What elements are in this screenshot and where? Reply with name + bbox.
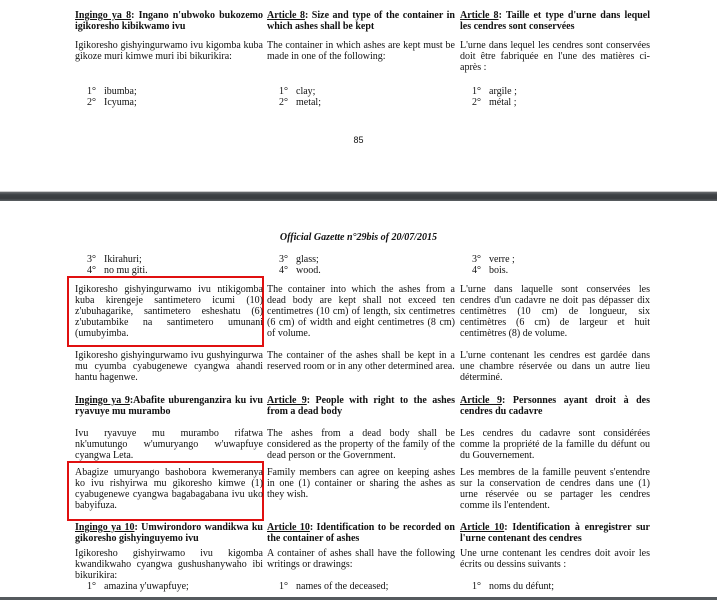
para-family-en: Family members can agree on keeping ashes in one (1) container or sharing the ashes as they wish. xyxy=(267,467,455,500)
list-num: 2° xyxy=(87,97,96,108)
list-item xyxy=(267,97,455,108)
list-text: names of the deceased; xyxy=(296,581,389,592)
list-item xyxy=(460,265,650,276)
article-8-list-en xyxy=(267,86,455,108)
list-text: métal ; xyxy=(489,97,517,108)
list-cont-en xyxy=(267,254,455,276)
para-family-fr: Les membres de la famille peuvent s'entendre sur la conservation de cendres dans une (1) urne réservée ou se partager les cendres comme ils l'entendent. xyxy=(460,467,650,511)
list-text: glass; xyxy=(296,254,319,265)
article-title: : Taille et type d'urne dans lequel les cendres sont conservées xyxy=(460,10,650,32)
list-text: metal; xyxy=(296,97,321,108)
para-room-rw: Igikoresho gishyingurwamo ivu gushyingurwa mu cyumba cyabugenewe cyangwa ahandi hantu hagenwe. xyxy=(75,350,263,383)
article-label: Article 10 xyxy=(460,522,505,533)
list-num: 1° xyxy=(279,86,288,97)
para-room-en: The container of the ashes shall be kept in a reserved room or in any other determined area. xyxy=(267,350,455,372)
article-title: : Personnes ayant droit à des cendres du cadavre xyxy=(460,395,650,417)
article-title: : Identification à enregistrer sur l'urne contenant des cendres xyxy=(460,522,650,544)
list-text: wood. xyxy=(296,265,321,276)
para-room-fr: L'urne contenant les cendres est gardée dans une chambre réservée ou dans un autre lieu déterminé. xyxy=(460,350,650,383)
list-num: 2° xyxy=(472,97,481,108)
list-num: 1° xyxy=(472,581,481,592)
article-8-heading-en xyxy=(267,10,455,32)
list-text: clay; xyxy=(296,86,316,97)
list-num: 2° xyxy=(279,97,288,108)
list-item xyxy=(75,581,263,592)
list-item xyxy=(267,581,455,592)
list-cont-rw xyxy=(75,254,263,276)
list-text: Icyuma; xyxy=(104,97,137,108)
list-text: ibumba; xyxy=(104,86,137,97)
article-10-text-fr xyxy=(460,548,650,592)
article-label: Article 8 xyxy=(267,10,305,21)
para-property-rw: Ivu ryavuye mu murambo rifatwa nk'umutungo w'umuryango w'uwapfuye cyangwa Leta. xyxy=(75,428,263,461)
article-10-heading-fr xyxy=(460,522,650,544)
para-family-rw: Abagize umuryango bashobora kwemeranya ko ivu rishyirwa mu gikoresho kimwe (1) cyabugenewe cyangwa bagabagabana ivu uko babyifuza. xyxy=(75,467,263,511)
article-10-heading-en xyxy=(267,522,455,544)
list-text: verre ; xyxy=(489,254,515,265)
article-text: A container of ashes shall have the following writings or drawings: xyxy=(267,548,455,570)
list-text: noms du défunt; xyxy=(489,581,554,592)
list-num: 1° xyxy=(87,86,96,97)
list-num: 3° xyxy=(279,254,288,265)
article-title: : People with right to the ashes from a dead body xyxy=(267,395,455,417)
article-label: Article 8 xyxy=(460,10,499,21)
article-8-text-rw: Igikoresho gishyingurwamo ivu kigomba kuba gikoze muri kimwe muri ibi bikurikira: xyxy=(75,40,263,62)
article-title: : Size and type of the container in which ashes shall be kept xyxy=(267,10,455,32)
list-item xyxy=(267,265,455,276)
list-item xyxy=(267,86,455,97)
list-item xyxy=(75,97,263,108)
article-8-heading-fr xyxy=(460,10,650,32)
para-size-fr: L'urne dans laquelle sont conservées les cendres d'un cadavre ne doit pas dépasser dix centimètres (10 cm) de longueur, six centimètres (6 cm) de largeur et huit centimètres (8) de volume. xyxy=(460,284,650,339)
list-num: 3° xyxy=(472,254,481,265)
article-9-heading-rw xyxy=(75,395,263,417)
article-label: Ingingo ya 8 xyxy=(75,10,132,21)
article-title: :Abafite uburenganzira ku ivu ryavuye mu murambo xyxy=(75,395,263,417)
article-10-heading-rw xyxy=(75,522,263,544)
list-text: Ikirahuri; xyxy=(104,254,142,265)
article-8-text-en: The container in which ashes are kept must be made in one of the following: xyxy=(267,40,455,62)
article-10-text-rw xyxy=(75,548,263,592)
list-num: 3° xyxy=(87,254,96,265)
para-property-en: The ashes from a dead body shall be considered as the property of the family of the dead person or the Government. xyxy=(267,428,455,461)
list-num: 1° xyxy=(279,581,288,592)
list-text: amazina y'uwapfuye; xyxy=(104,581,189,592)
article-label: Ingingo ya 10 xyxy=(75,522,135,533)
list-text: bois. xyxy=(489,265,509,276)
list-cont-fr xyxy=(460,254,650,276)
article-text: Igikoresho gishyirwamo ivu kigomba kwandikwaho cyangwa gushushanywaho ibi bikurikira: xyxy=(75,548,263,581)
list-text: argile ; xyxy=(489,86,517,97)
list-num: 4° xyxy=(87,265,96,276)
list-item xyxy=(460,97,650,108)
list-text: no mu giti. xyxy=(104,265,148,276)
list-num: 4° xyxy=(472,265,481,276)
article-8-list-fr xyxy=(460,86,650,108)
page-number: 85 xyxy=(353,135,364,145)
article-label: Article 9 xyxy=(460,395,502,406)
list-num: 4° xyxy=(279,265,288,276)
list-num: 1° xyxy=(87,581,96,592)
article-label: Article 9 xyxy=(267,395,307,406)
list-item xyxy=(75,86,263,97)
article-text: Une urne contenant les cendres doit avoir les écrits ou dessins suivants : xyxy=(460,548,650,570)
list-item xyxy=(460,254,650,265)
article-10-text-en xyxy=(267,548,455,592)
gazette-header: Official Gazette n°29bis of 20/07/2015 xyxy=(279,232,438,243)
article-title: : Identification to be recorded on the container of ashes xyxy=(267,522,455,544)
list-item xyxy=(460,86,650,97)
list-item xyxy=(267,254,455,265)
list-num: 1° xyxy=(472,86,481,97)
list-item xyxy=(75,265,263,276)
article-9-heading-en xyxy=(267,395,455,417)
list-item xyxy=(460,581,650,592)
para-property-fr: Les cendres du cadavre sont considérées comme la propriété de la famille du défunt ou du Gouvernement. xyxy=(460,428,650,461)
article-8-list-rw xyxy=(75,86,263,108)
para-size-en: The container into which the ashes from a dead body are kept shall not exceed ten centimetres (10 cm) of length, six centimetres (6 cm) of width and eight centimetres (8 cm) of volume. xyxy=(267,284,455,339)
list-item xyxy=(75,254,263,265)
article-label: Article 10 xyxy=(267,522,310,533)
article-9-heading-fr xyxy=(460,395,650,417)
article-label: Ingingo ya 9 xyxy=(75,395,130,406)
article-8-text-fr: L'urne dans lequel les cendres sont conservées doit être fabriquée en l'une des matières ci-après : xyxy=(460,40,650,73)
page-divider xyxy=(0,191,717,201)
para-size-rw: Igikoresho gishyingurwamo ivu ntikigomba kuba kirengeje santimetero icumi (10) z'ubuhagarike, santimetero esheshatu (6) z'ubutambike na santimetero umunani (umubyimba. xyxy=(75,284,263,339)
article-title: : Umwirondoro wandikwa ku gikoresho gishyinguyemo ivu xyxy=(75,522,263,544)
article-title: : Ingano n'ubwoko bukozemo igikoresho kibikwamo ivu xyxy=(75,10,264,32)
article-8-heading-rw xyxy=(75,10,263,32)
